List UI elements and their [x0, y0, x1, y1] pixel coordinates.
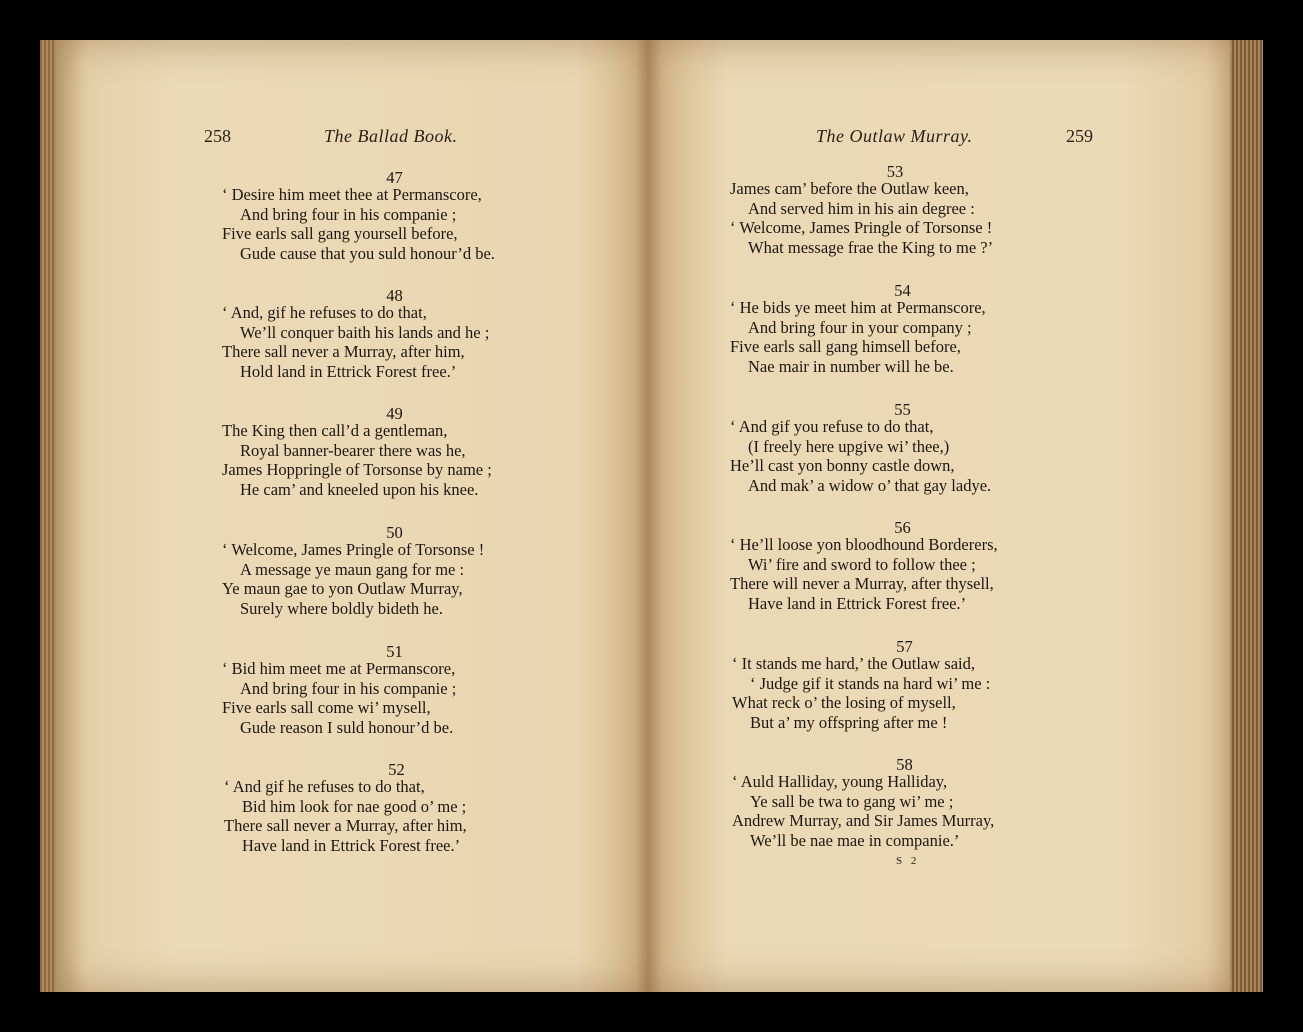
verse-line: Ye maun gae to yon Outlaw Murray, [222, 579, 463, 599]
stanza-number: 47 [386, 168, 403, 187]
stanza-number: 52 [388, 760, 405, 779]
stanza-number: 55 [894, 400, 911, 419]
verse-line: And served him in his ain degree : [748, 198, 975, 218]
verse-line: ‘ He’ll loose yon bloodhound Borderers, [730, 535, 998, 554]
stanza [224, 762, 569, 856]
stanza [222, 170, 567, 264]
verse-line: There sall never a Murray, after him, [224, 816, 467, 836]
verse-line: But a’ my offspring after me ! [750, 713, 948, 733]
verse-line: ‘ Auld Halliday, young Halliday, [732, 772, 948, 791]
verse-line: ‘ He bids ye meet him at Permanscore, [730, 298, 986, 317]
open-book [40, 40, 1263, 992]
verse-line: We’ll be nae mae in companie.’ [750, 831, 960, 851]
verse-line: And bring four in your company ; [748, 317, 972, 337]
verse-line: There will never a Murray, after thysell, [730, 574, 994, 594]
verse-line: We’ll conquer baith his lands and he ; [240, 322, 490, 342]
verse-line: Gude reason I suld honour’d be. [240, 718, 454, 738]
stanza [222, 644, 567, 738]
verse-line: A message ye maun gang for me : [240, 559, 465, 579]
verse-line: ‘ Welcome, James Pringle of Torsonse ! [222, 540, 485, 559]
stanza [222, 525, 567, 619]
verse-line: ‘ Welcome, James Pringle of Torsonse ! [730, 218, 993, 238]
verse-line: Bid him look for nae good o’ me ; [242, 796, 467, 816]
page-number: 259 [1066, 126, 1093, 146]
stanza-number: 57 [896, 637, 913, 656]
verse-line: Five earls sall gang yoursell before, [222, 224, 458, 244]
running-title: The Ballad Book. [324, 126, 458, 146]
verse-line: James cam’ before the Outlaw keen, [730, 179, 969, 198]
verse-line: Gude cause that you suld honour’d be. [240, 244, 495, 264]
verse-line: James Hoppringle of Torsonse by name ; [222, 460, 492, 480]
left-page [56, 40, 648, 992]
verse-line: ‘ Judge gif it stands na hard wi’ me : [750, 673, 991, 693]
page-edges-right [1230, 40, 1263, 992]
stanza-number: 53 [886, 162, 904, 181]
stanza-number: 51 [386, 642, 403, 661]
verse-line: Surely where boldly bideth he. [240, 599, 443, 619]
verse-line: Five earls sall gang himsell before, [730, 337, 961, 357]
verse-line: He’ll cast yon bonny castle down, [730, 456, 955, 476]
stanza [730, 164, 1060, 258]
verse-line: Five earls sall come wi’ mysell, [222, 698, 431, 718]
page-number: 258 [204, 126, 231, 146]
verse-line: And bring four in his companie ; [240, 678, 457, 698]
verse-line: ‘ Bid him meet me at Permanscore, [222, 659, 456, 678]
verse-line: What reck o’ the losing of mysell, [732, 693, 956, 713]
right-page [648, 40, 1238, 992]
verse-line: There sall never a Murray, after him, [222, 342, 465, 362]
stanza-number: 49 [386, 404, 403, 423]
stanza [732, 639, 1077, 733]
verse-line: Have land in Ettrick Forest free.’ [242, 836, 461, 856]
verse-line: ‘ And gif you refuse to do that, [730, 417, 934, 436]
stanza [222, 406, 567, 500]
verse-line: ‘ Desire him meet thee at Permanscore, [222, 185, 482, 204]
verse-line: Andrew Murray, and Sir James Murray, [732, 811, 995, 831]
running-title: The Outlaw Murray. [816, 126, 973, 146]
verse-line: Ye sall be twa to gang wi’ me ; [750, 791, 954, 811]
stanza [730, 283, 1075, 377]
stanza [730, 402, 1075, 496]
stanza-number: 50 [386, 523, 403, 542]
stanza [222, 288, 567, 382]
verse-line: ‘ And, gif he refuses to do that, [222, 303, 427, 322]
verse-line: What message frae the King to me ?’ [748, 238, 994, 258]
stanza-number: 54 [894, 281, 911, 300]
stanza [732, 757, 1077, 851]
verse-line: Have land in Ettrick Forest free.’ [748, 594, 967, 614]
verse-line: Nae mair in number will he be. [748, 357, 954, 377]
stanza [730, 520, 1075, 614]
verse-line: ‘ And gif he refuses to do that, [224, 777, 425, 796]
verse-line: The King then call’d a gentleman, [222, 421, 448, 440]
verse-line: And bring four in his companie ; [240, 204, 457, 224]
verse-line: Hold land in Ettrick Forest free.’ [240, 362, 457, 382]
printer-signature-mark: S 2 [896, 855, 920, 867]
verse-line: Wi’ fire and sword to follow thee ; [748, 554, 976, 574]
verse-line: He cam’ and kneeled upon his knee. [240, 480, 479, 500]
stanza-number: 56 [894, 518, 911, 537]
verse-line: (I freely here upgive wi’ thee,) [748, 436, 950, 456]
stanza-number: 58 [896, 755, 913, 774]
verse-line: Royal banner-bearer there was he, [240, 440, 466, 460]
stanza-number: 48 [386, 286, 403, 305]
verse-line: And mak’ a widow o’ that gay ladye. [748, 476, 992, 496]
verse-line: ‘ It stands me hard,’ the Outlaw said, [732, 654, 976, 673]
